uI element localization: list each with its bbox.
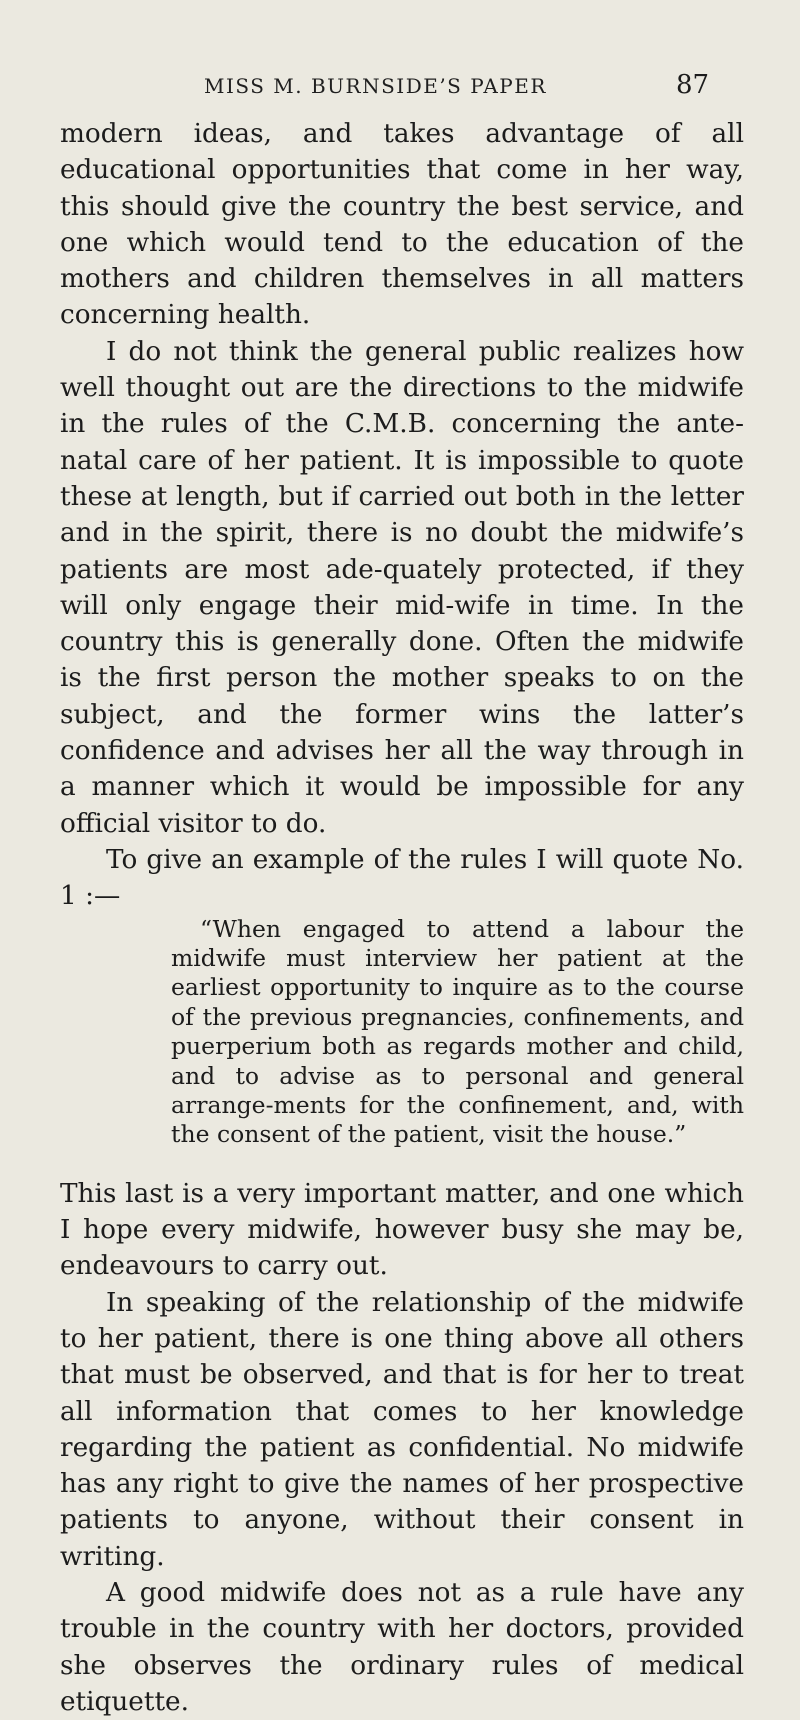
paragraph-5: In speaking of the relationship of the midwife to her patient, there is one thing above all others that must be observed, and that is for her to treat all information that comes to her knowledge regarding the patient as confidential. No midwife has any right to give the names of her prospective patients to anyone, without their consent in writing. xyxy=(60,1287,744,1572)
page-header xyxy=(0,70,800,110)
paragraph-4: This last is a very important matter, and one which I hope every midwife, however busy she may be, endeavours to carry out. xyxy=(60,1178,744,1282)
page-body xyxy=(60,116,744,1720)
block-quote: “When engaged to attend a labour the midwife must interview her patient at the earliest opportunity to inquire as to the course of the previous pregnancies, confinements, and puerperium both as regards mother and child, and to advise as to personal and general arrange-ments for the confinement, and, with the consent of the patient, visit the house.” xyxy=(171,914,744,1149)
paragraph-1: modern ideas, and takes advantage of all educational opportunities that come in her way, this should give the country the best service, and one which would tend to the education of the mothers and children themselves in all matters concerning health. xyxy=(60,119,744,331)
page-number: 87 xyxy=(676,70,710,100)
paragraph-3: To give an example of the rules I will quote No. 1 :— xyxy=(60,844,744,912)
paragraph-2: I do not think the general public realizes how well thought out are the directions to the midwife in the rules of the C.M.B. concerning the ante-natal care of her patient. It is impossible to quote these at length, but if carried out both in the letter and in the spirit, there is no doubt the midwife’s patients are most ade-quately protected, if they will only engage their mid-wife in time. In the country this is generally done. Often the midwife is the first person the mother speaks to on the subject, and the former wins the latter’s confidence and advises her all the way through in a manner which it would be impossible for any official visitor to do. xyxy=(60,336,744,839)
section-gap xyxy=(60,1150,744,1176)
running-title: MISS M. BURNSIDE’S PAPER xyxy=(204,74,547,98)
paragraph-6: A good midwife does not as a rule have any trouble in the country with her doctors, provided she observes the ordinary rules of medical etiquette. xyxy=(60,1578,744,1717)
